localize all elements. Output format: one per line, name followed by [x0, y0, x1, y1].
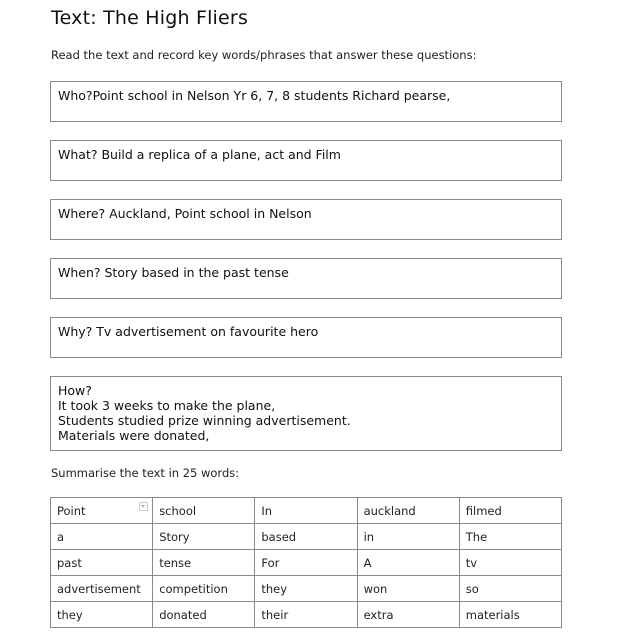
where-answer-text: Where? Auckland, Point school in Nelson — [58, 206, 312, 221]
instruction-text: Read the text and record key words/phrases that answer these questions: — [51, 48, 477, 62]
cell-text: The — [465, 529, 488, 544]
table-cell[interactable] — [51, 550, 153, 576]
why-answer-box[interactable] — [50, 317, 562, 358]
cell-text: Story — [159, 529, 190, 544]
cell-text: auckland — [363, 503, 416, 518]
table-cell[interactable] — [357, 498, 459, 524]
table-cell[interactable] — [51, 602, 153, 628]
table-cell[interactable] — [255, 602, 357, 628]
table-cell[interactable] — [153, 550, 255, 576]
when-answer-box[interactable] — [50, 258, 562, 299]
how-answer-line: Students studied prize winning advertisement. — [58, 413, 351, 428]
what-answer-box[interactable] — [50, 140, 562, 181]
table-cell[interactable] — [459, 498, 561, 524]
when-answer-text: When? Story based in the past tense — [58, 265, 289, 280]
table-cell[interactable] — [459, 524, 561, 550]
cell-text: Point — [57, 503, 86, 518]
page-title: Text: The High Fliers — [51, 7, 249, 29]
how-answer-box[interactable] — [50, 376, 562, 451]
table-cell[interactable] — [357, 524, 459, 550]
table-cell[interactable] — [153, 498, 255, 524]
summary-word-table — [50, 497, 562, 628]
cell-text: they — [57, 607, 83, 622]
cell-text: in — [363, 529, 375, 544]
cell-text: In — [261, 503, 273, 518]
who-answer-text: Who?Point school in Nelson Yr 6, 7, 8 students Richard pearse, — [58, 88, 451, 103]
why-answer-text: Why? Tv advertisement on favourite hero — [58, 324, 319, 339]
cell-text: past — [57, 555, 82, 570]
table-cell[interactable] — [51, 524, 153, 550]
table-cell[interactable] — [459, 576, 561, 602]
where-answer-box[interactable] — [50, 199, 562, 240]
what-answer-text: What? Build a replica of a plane, act and Film — [58, 147, 341, 162]
table-cell[interactable] — [255, 498, 357, 524]
cell-text: tv — [465, 555, 478, 570]
cell-text: advertisement — [57, 581, 141, 596]
table-cell[interactable] — [255, 550, 357, 576]
table-cell[interactable] — [357, 602, 459, 628]
cell-text: a — [57, 529, 65, 544]
how-answer-line: It took 3 weeks to make the plane, — [58, 398, 276, 413]
how-answer-line: How? — [58, 383, 92, 398]
cell-text: they — [261, 581, 288, 596]
who-answer-box[interactable] — [50, 81, 562, 122]
table-row — [51, 550, 562, 576]
table-cell[interactable] — [357, 576, 459, 602]
table-row — [51, 524, 562, 550]
cell-text: extra — [363, 607, 394, 622]
how-answer-line: Materials were donated, — [58, 428, 210, 443]
table-row — [51, 498, 562, 524]
summary-label: Summarise the text in 25 words: — [51, 466, 240, 480]
table-cell[interactable] — [153, 602, 255, 628]
cell-text: won — [363, 581, 388, 596]
table-cell[interactable] — [459, 550, 561, 576]
table-cell[interactable] — [459, 602, 561, 628]
dropdown-arrow-icon[interactable] — [139, 502, 148, 511]
cell-text: so — [465, 581, 479, 596]
cell-text: their — [261, 607, 289, 622]
table-cell[interactable] — [255, 524, 357, 550]
table-cell[interactable] — [357, 550, 459, 576]
cell-text: A — [363, 555, 372, 570]
cell-text: filmed — [465, 503, 502, 518]
cell-text: competition — [159, 581, 228, 596]
cell-text: school — [159, 503, 197, 518]
table-cell[interactable] — [51, 498, 153, 524]
cell-text: materials — [465, 607, 520, 622]
table-cell[interactable] — [51, 576, 153, 602]
cell-text: donated — [159, 607, 207, 622]
table-cell[interactable] — [255, 576, 357, 602]
cell-text: For — [261, 555, 280, 570]
table-cell[interactable] — [153, 576, 255, 602]
cell-text: tense — [159, 555, 192, 570]
cell-text: based — [261, 529, 297, 544]
table-row — [51, 576, 562, 602]
table-cell[interactable] — [153, 524, 255, 550]
table-row — [51, 602, 562, 628]
